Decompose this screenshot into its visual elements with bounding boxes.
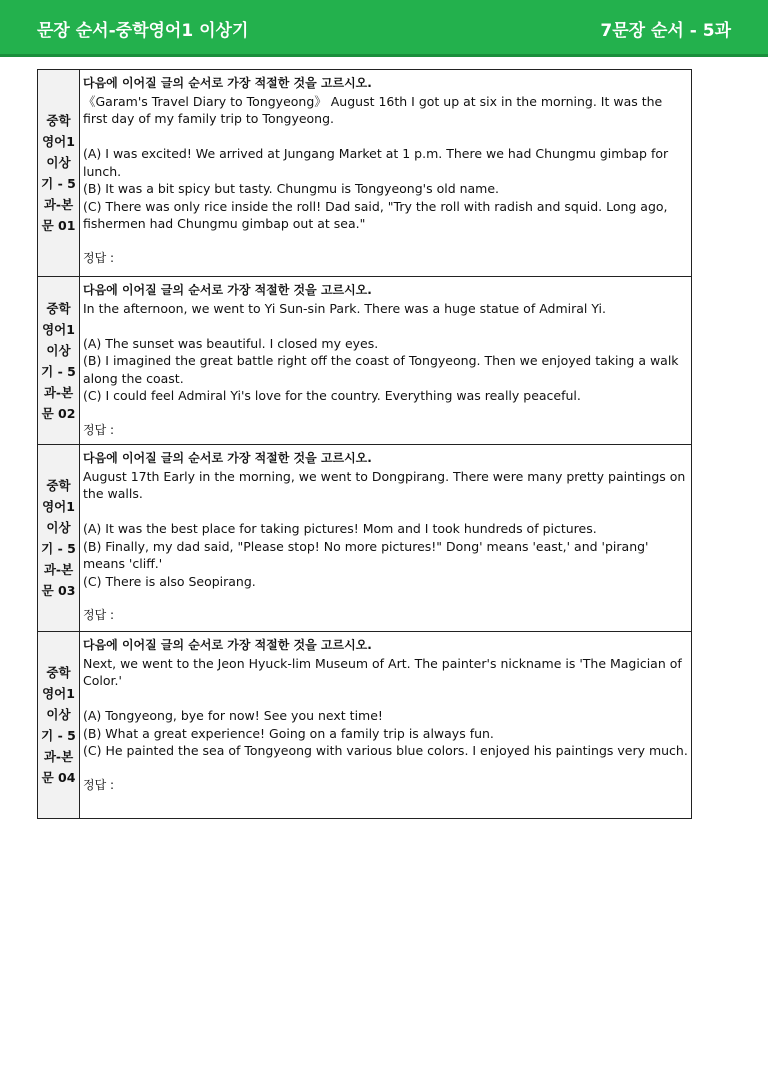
question-content <box>80 632 692 819</box>
choice-a: (A) I was excited! We arrived at Jungang Market at 1 p.m. There we had Chungmu gimbap for lunch. <box>83 146 669 179</box>
label-line: 문 04 <box>41 770 76 785</box>
question-instruction: 다음에 이어질 글의 순서로 가장 적절한 것을 고르시오. <box>83 76 372 90</box>
choice-b: (B) Finally, my dad said, "Please stop! No more pictures!" Dong' means 'east,' and 'pirang' means 'cliff.' <box>83 538 649 571</box>
label-line: 문 01 <box>41 218 76 233</box>
question-row <box>38 277 692 445</box>
question-table <box>37 69 692 819</box>
question-instruction: 다음에 이어질 글의 순서로 가장 적절한 것을 고르시오. <box>83 451 372 465</box>
choice-b: (B) I imagined the great battle right off the coast of Tongyeong. Then we enjoyed taking a walk along the coast. <box>83 353 679 386</box>
label-line: 과-본 <box>43 197 74 212</box>
label-line: 기 - 5 <box>41 176 76 191</box>
label-line: 과-본 <box>43 562 74 577</box>
label-line: 이상 <box>46 155 71 170</box>
label-line: 과-본 <box>43 384 74 400</box>
worksheet-title: 문장 순서-중학영어1 이상기 <box>37 21 249 41</box>
question-passage: In the afternoon, we went to Yi Sun-sin Park. There was a huge statue of Admiral Yi. <box>83 300 606 316</box>
choice-c: (C) There is also Seopirang. <box>83 573 256 589</box>
label-line: 문 02 <box>41 405 76 421</box>
question-passage: August 17th Early in the morning, we went to Dongpirang. There were many pretty paintings on the walls. <box>83 468 686 501</box>
header-bar <box>0 0 768 57</box>
label-line: 이상 <box>46 342 71 358</box>
question-instruction: 다음에 이어질 글의 순서로 가장 적절한 것을 고르시오. <box>83 638 372 652</box>
label-line: 중학 <box>46 665 71 680</box>
label-line: 기 - 5 <box>41 728 76 743</box>
answer-field: 정답 : <box>83 422 115 437</box>
choice-c: (C) I could feel Admiral Yi's love for the country. Everything was really peaceful. <box>83 388 581 403</box>
label-line: 영어1 <box>42 321 75 337</box>
question-passage: 《Garam's Travel Diary to Tongyeong》 August 16th I got up at six in the morning. It was the first day of my family trip to Tongyeong. <box>83 93 663 126</box>
question-label <box>38 70 80 277</box>
question-passage: Next, we went to the Jeon Hyuck-lim Museum of Art. The painter's nickname is 'The Magician of Color.' <box>83 655 682 688</box>
question-instruction: 다음에 이어질 글의 순서로 가장 적절한 것을 고르시오. <box>83 283 372 297</box>
label-line: 문 03 <box>41 583 76 598</box>
choice-b: (B) It was a bit spicy but tasty. Chungmu is Tongyeong's old name. <box>83 181 500 196</box>
label-line: 중학 <box>46 113 71 128</box>
question-content <box>80 70 692 277</box>
question-label <box>38 277 80 445</box>
choice-c: (C) There was only rice inside the roll! Dad said, "Try the roll with radish and squid. Long ago, fishermen had Chungmu gimbap out at sea." <box>83 198 668 231</box>
label-line: 영어1 <box>42 686 75 701</box>
answer-field: 정답 : <box>83 777 115 792</box>
choice-b: (B) What a great experience! Going on a family trip is always fun. <box>83 725 494 741</box>
question-row <box>38 632 692 819</box>
label-line: 중학 <box>46 478 71 493</box>
question-row <box>38 445 692 632</box>
choice-a: (A) The sunset was beautiful. I closed my eyes. <box>83 335 379 351</box>
label-line: 이상 <box>46 520 71 535</box>
question-content <box>80 445 692 632</box>
label-line: 영어1 <box>42 499 75 514</box>
question-label <box>38 632 80 819</box>
label-line: 중학 <box>46 300 71 316</box>
question-label <box>38 445 80 632</box>
label-line: 과-본 <box>43 749 74 764</box>
label-line: 기 - 5 <box>41 363 76 379</box>
choice-c: (C) He painted the sea of Tongyeong with various blue colors. I enjoyed his paintings very much. <box>83 743 688 758</box>
question-row <box>38 70 692 277</box>
question-content <box>80 277 692 445</box>
choice-a: (A) It was the best place for taking pictures! Mom and I took hundreds of pictures. <box>83 521 597 536</box>
answer-field: 정답 : <box>83 250 115 265</box>
lesson-title: 7문장 순서 - 5과 <box>600 21 731 41</box>
label-line: 영어1 <box>42 134 75 149</box>
answer-field: 정답 : <box>83 608 115 622</box>
label-line: 기 - 5 <box>41 541 76 556</box>
choice-a: (A) Tongyeong, bye for now! See you next time! <box>83 708 383 723</box>
label-line: 이상 <box>46 707 71 722</box>
